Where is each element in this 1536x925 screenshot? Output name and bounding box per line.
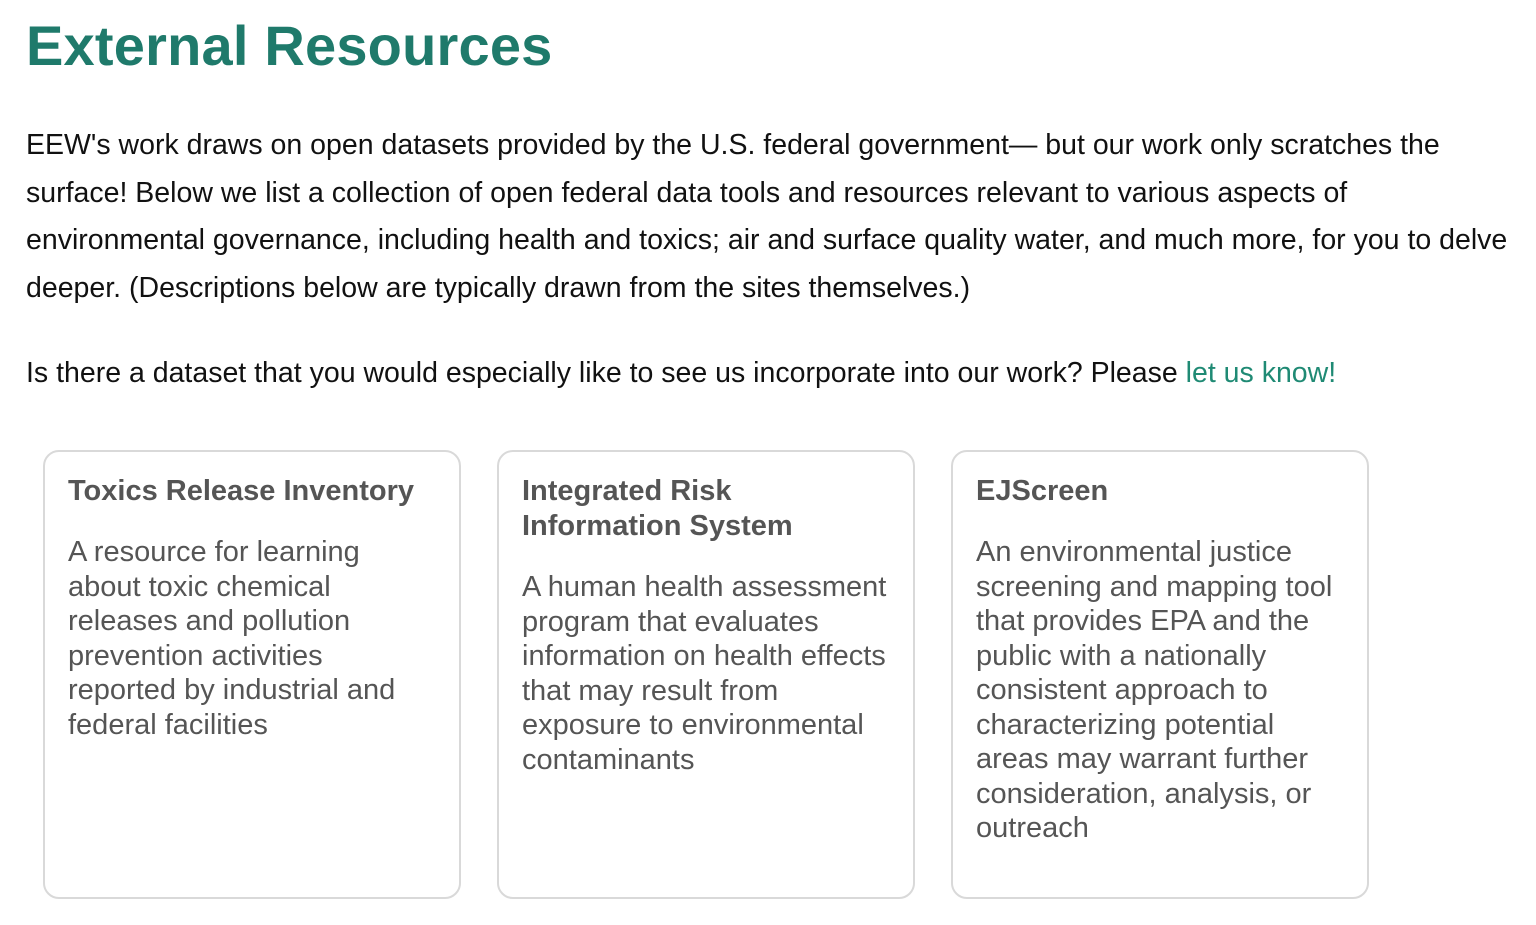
resource-card-ejscreen[interactable] [951,450,1369,899]
card-title: EJScreen [976,475,1109,507]
card-description: An environmental justice screening and mapping tool that provides EPA and the public with a nationally consistent approach to characterizing potential areas may warrant further consideration, analysis, or outreach [976,536,1333,844]
card-title: Integrated Risk Information System [522,475,793,542]
resource-card-tri[interactable] [43,450,461,899]
dataset-request-text: Is there a dataset that you would especially like to see us incorporate into our work? Please [26,357,1186,389]
let-us-know-link[interactable]: let us know! [1185,357,1337,389]
page-title: External Resources [26,14,553,77]
card-title: Toxics Release Inventory [68,475,415,507]
dataset-request-paragraph [26,350,1516,397]
resource-card-iris[interactable] [497,450,915,899]
card-description: A human health assessment program that evaluates information on health effects that may result from exposure to environmental contaminants [522,571,887,776]
intro-paragraph: EEW's work draws on open datasets provided by the U.S. federal government— but our work only scratches the surface! Below we list a collection of open federal data tools and resources relevant to various aspects of environmental governance, including health and toxics; air and surface quality water, and much more, for you to delve deeper. (Descriptions below are typically drawn from the sites themselves.) [26,129,1508,304]
card-description: A resource for learning about toxic chemical releases and pollution prevention activities reported by industrial and federal facilities [68,536,396,741]
